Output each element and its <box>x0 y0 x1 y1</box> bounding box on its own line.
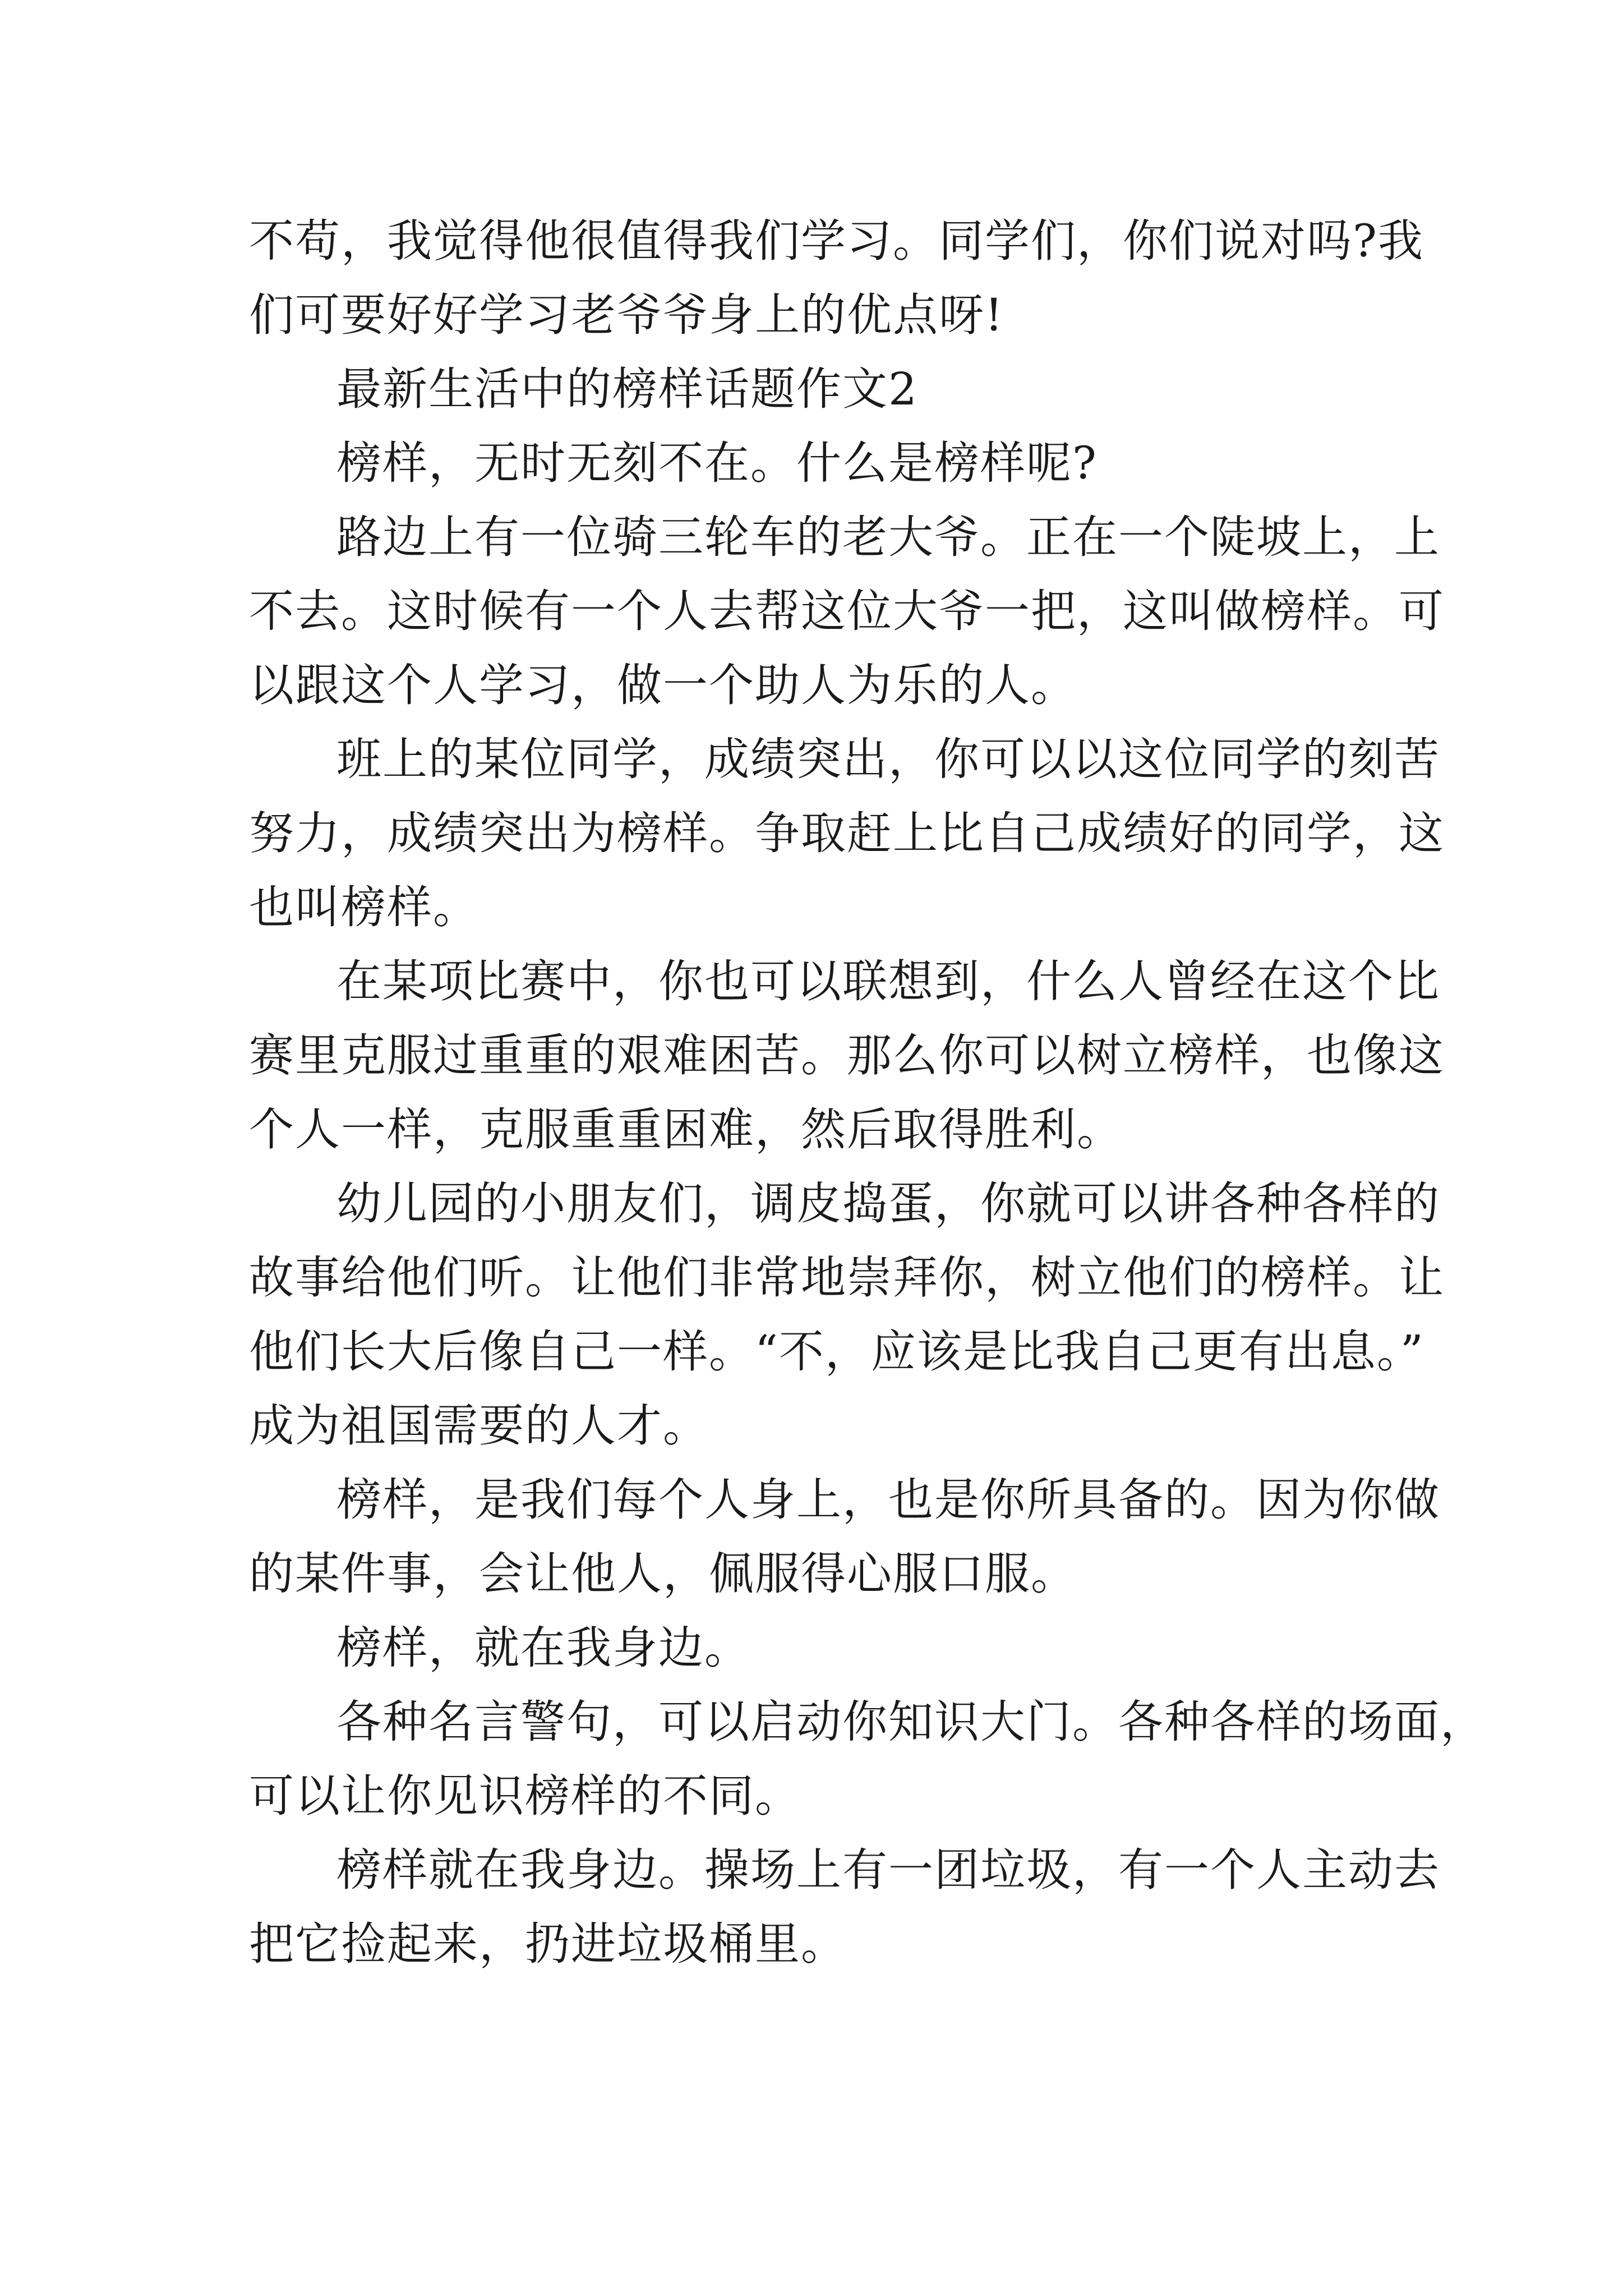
text-line: 以跟这个人学习，做一个助人为乐的人。 <box>249 659 1077 711</box>
section-heading: 最新生活中的榜样话题作文2 <box>336 363 918 415</box>
text-line: 他们长大后像自己一样。“不，应该是比我自己更有出息。” <box>249 1326 1424 1378</box>
text-line: 把它捡起来，扔进垃圾桶里。 <box>249 1918 847 1970</box>
text-line: 班上的某位同学，成绩突出，你可以以这位同学的刻苦 <box>336 733 1440 785</box>
text-line: 各种名言警句，可以启动你知识大门。各种各样的场面， <box>336 1696 1486 1748</box>
text-line: 幼儿园的小朋友们，调皮捣蛋，你就可以讲各种各样的 <box>336 1177 1440 1230</box>
text-line: 榜样，是我们每个人身上，也是你所具备的。因为你做 <box>336 1474 1440 1526</box>
text-line: 赛里克服过重重的艰难困苦。那么你可以树立榜样，也像这 <box>249 1029 1445 1082</box>
text-line: 的某件事，会让他人，佩服得心服口服。 <box>249 1548 1077 1600</box>
text-line: 榜样，就在我身边。 <box>336 1622 750 1674</box>
text-line: 努力，成绩突出为榜样。争取赶上比自己成绩好的同学，这 <box>249 807 1445 859</box>
text-line: 路边上有一位骑三轮车的老大爷。正在一个陡坡上，上 <box>336 511 1440 563</box>
text-line: 不去。这时候有一个人去帮这位大爷一把，这叫做榜样。可 <box>249 585 1445 637</box>
text-line: 故事给他们听。让他们非常地崇拜你，树立他们的榜样。让 <box>249 1251 1445 1304</box>
text-line: 榜样就在我身边。操场上有一团垃圾，有一个人主动去 <box>336 1844 1440 1896</box>
text-line: 也叫榜样。 <box>249 881 479 933</box>
text-line: 个人一样，克服重重困难，然后取得胜利。 <box>249 1103 1123 1156</box>
text-line: 们可要好好学习老爷爷身上的优点呀! <box>249 289 1004 341</box>
text-line: 在某项比赛中，你也可以联想到，什么人曾经在这个比 <box>336 955 1440 1007</box>
text-line: 不苟，我觉得他很值得我们学习。同学们，你们说对吗?我 <box>249 215 1424 267</box>
text-line: 成为祖国需要的人才。 <box>249 1400 709 1452</box>
text-line: 可以让你见识榜样的不同。 <box>249 1770 801 1822</box>
text-line: 榜样，无时无刻不在。什么是榜样呢? <box>336 437 1098 489</box>
